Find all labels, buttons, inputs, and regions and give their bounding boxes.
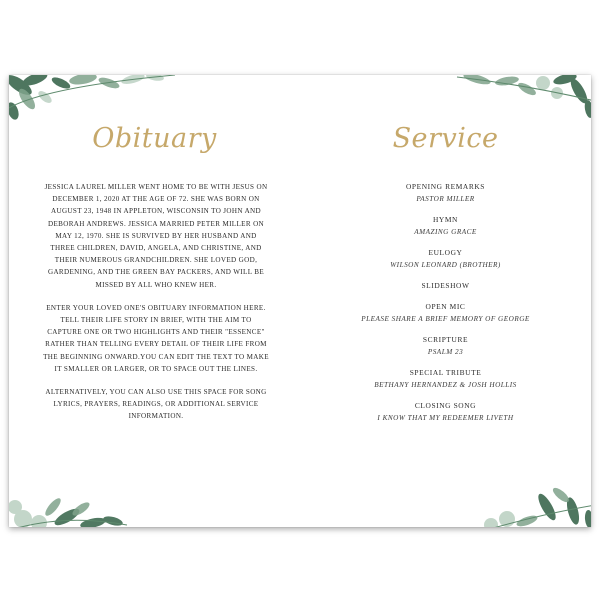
service-item xyxy=(330,214,561,238)
service-item-detail: PLEASE SHARE A BRIEF MEMORY OF GEORGE xyxy=(361,315,530,323)
service-item-detail: PASTOR MILLER xyxy=(416,195,475,203)
service-order xyxy=(330,181,561,433)
service-item xyxy=(330,400,561,424)
greenery-top-right xyxy=(447,75,591,121)
obituary-paragraph: JESSICA LAUREL MILLER WENT HOME TO BE WITH JESUS ON DECEMBER 1, 2020 AT THE AGE OF 72. SHE WAS BORN ON AUGUST 23, 1948 IN APPLETON, WISCONSIN TO JOHN AND DEBORAH ANDREWS. JESSICA MARRIED PETER MILLER ON MAY 12, 1970. SHE IS SURVIVED BY HER HUSBAND AND THREE CHILDREN, DAVID, ANGELA, AND CHRISTINE, AND THEIR NUMEROUS GRANDCHILDREN. SHE LOVED GOD, GARDENING, AND THE GREEN BAY PACKERS, AND WILL BE MISSED BY ALL WHO KNEW HER. xyxy=(44,183,268,289)
service-item-detail: BETHANY HERNANDEZ & JOSH HOLLIS xyxy=(374,381,517,389)
service-item-detail: WILSON LEONARD (BROTHER) xyxy=(390,261,501,269)
obituary-page xyxy=(9,75,300,527)
service-item-heading: OPENING REMARKS xyxy=(405,182,485,191)
service-item-heading: SLIDESHOW xyxy=(421,281,470,290)
service-item-detail: AMAZING GRACE xyxy=(414,228,477,236)
service-item-heading: CLOSING SONG xyxy=(414,401,477,410)
service-item xyxy=(330,280,561,292)
service-item xyxy=(330,334,561,358)
obituary-text xyxy=(43,181,269,434)
service-page xyxy=(300,75,591,527)
service-item xyxy=(330,367,561,391)
service-item-heading: SPECIAL TRIBUTE xyxy=(409,368,482,377)
service-title: Service xyxy=(392,123,499,154)
service-item xyxy=(330,301,561,325)
greenery-bottom-left xyxy=(9,487,133,527)
service-item-heading: SCRIPTURE xyxy=(422,335,469,344)
obituary-paragraph: ENTER YOUR LOVED ONE'S OBITUARY INFORMATION HERE. TELL THEIR LIFE STORY IN BRIEF, WITH THE AIM TO CAPTURE ONE OR TWO HIGHLIGHTS AND THEIR "ESSENCE" RATHER THAN TELLING EVERY DETAIL OF THEIR LIFE FROM THE BEGINNING ONWARD.YOU CAN EDIT THE TEXT TO MAKE IT SMALLER OR LARGER, OR TO SPACE OUT THE LINES. xyxy=(43,303,269,373)
obituary-paragraph: ALTERNATIVELY, YOU CAN ALSO USE THIS SPACE FOR SONG LYRICS, PRAYERS, READINGS, OR ADDITIONAL SERVICE INFORMATION. xyxy=(45,388,267,421)
service-item-heading: EULOGY xyxy=(428,248,463,257)
service-item xyxy=(330,247,561,271)
service-item-detail: PSALM 23 xyxy=(427,348,464,356)
obituary-title: Obituary xyxy=(92,123,217,154)
greenery-bottom-right xyxy=(477,485,591,527)
service-item xyxy=(330,181,561,205)
service-item-heading: HYMN xyxy=(433,215,458,224)
service-item-detail: I KNOW THAT MY REDEEMER LIVETH xyxy=(377,414,514,422)
service-item-heading: OPEN MIC xyxy=(425,302,466,311)
program-spread xyxy=(9,75,591,527)
